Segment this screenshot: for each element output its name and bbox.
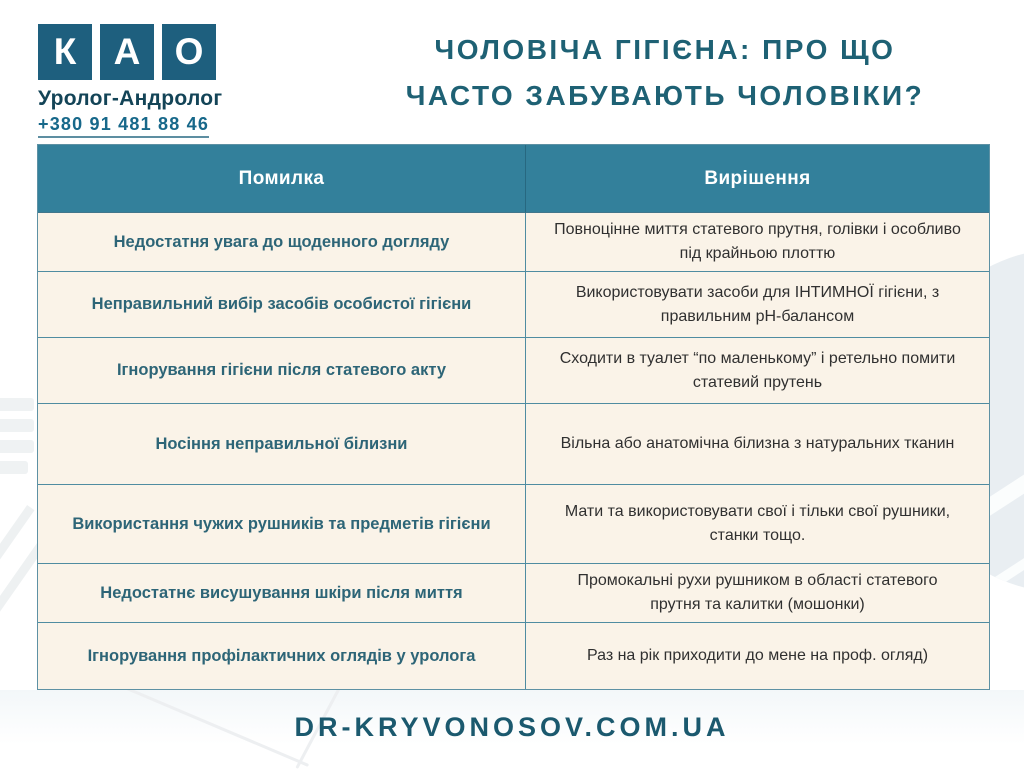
column-header-mistake: Помилка [38,145,526,213]
mistake-cell: Ігнорування профілактичних оглядів у уролога [38,623,526,689]
phone-link[interactable]: +380 91 481 88 46 [38,114,209,138]
left-bar-decoration [0,419,34,432]
hygiene-table [37,144,990,690]
page-title-line2: ЧАСТО ЗАБУВАЮТЬ ЧОЛОВІКИ? [405,80,925,111]
logo-letter-a: А [100,24,154,80]
mistake-cell: Ігнорування гігієни після статевого акту [38,338,526,404]
brand-block [38,24,293,138]
solution-cell: Використовувати засоби для ІНТИМНОЇ гігієни, з правильним pH-балансом [526,272,989,338]
logo-letter-k: К [38,24,92,80]
solution-cell: Сходити в туалет “по маленькому” і ретельно помити статевий прутень [526,338,989,404]
brand-subtitle: Уролог-Андролог [38,87,223,110]
page-title [322,27,1008,119]
mistake-cell: Носіння неправильної білизни [38,404,526,485]
logo-letter-o: О [162,24,216,80]
solution-cell: Вільна або анатомічна білизна з натуральних тканин [526,404,989,485]
left-bar-decoration [0,398,34,411]
kao-logo [38,24,293,80]
left-bar-decoration [0,440,34,453]
mistake-cell: Недостатнє висушування шкіри після миття [38,564,526,623]
solution-cell: Раз на рік приходити до мене на проф. огляд) [526,623,989,689]
mistake-cell: Неправильний вибір засобів особистої гігієни [38,272,526,338]
page-title-line1: ЧОЛОВІЧА ГІГІЄНА: ПРО ЩО [434,34,896,65]
website-text: DR-KRYVONOSOV.COM.UA [294,712,730,742]
solution-cell: Мати та використовувати свої і тільки свої рушники, станки тощо. [526,485,989,564]
left-bar-decoration [0,461,28,474]
mistake-cell: Використання чужих рушників та предметів гігієни [38,485,526,564]
column-header-solution: Вирішення [526,145,989,213]
solution-cell: Промокальні рухи рушником в області статевого прутня та калитки (мошонки) [526,564,989,623]
solution-cell: Повноцінне миття статевого прутня, голівки і особливо під крайньою плоттю [526,213,989,272]
mistake-cell: Недостатня увага до щоденного догляду [38,213,526,272]
